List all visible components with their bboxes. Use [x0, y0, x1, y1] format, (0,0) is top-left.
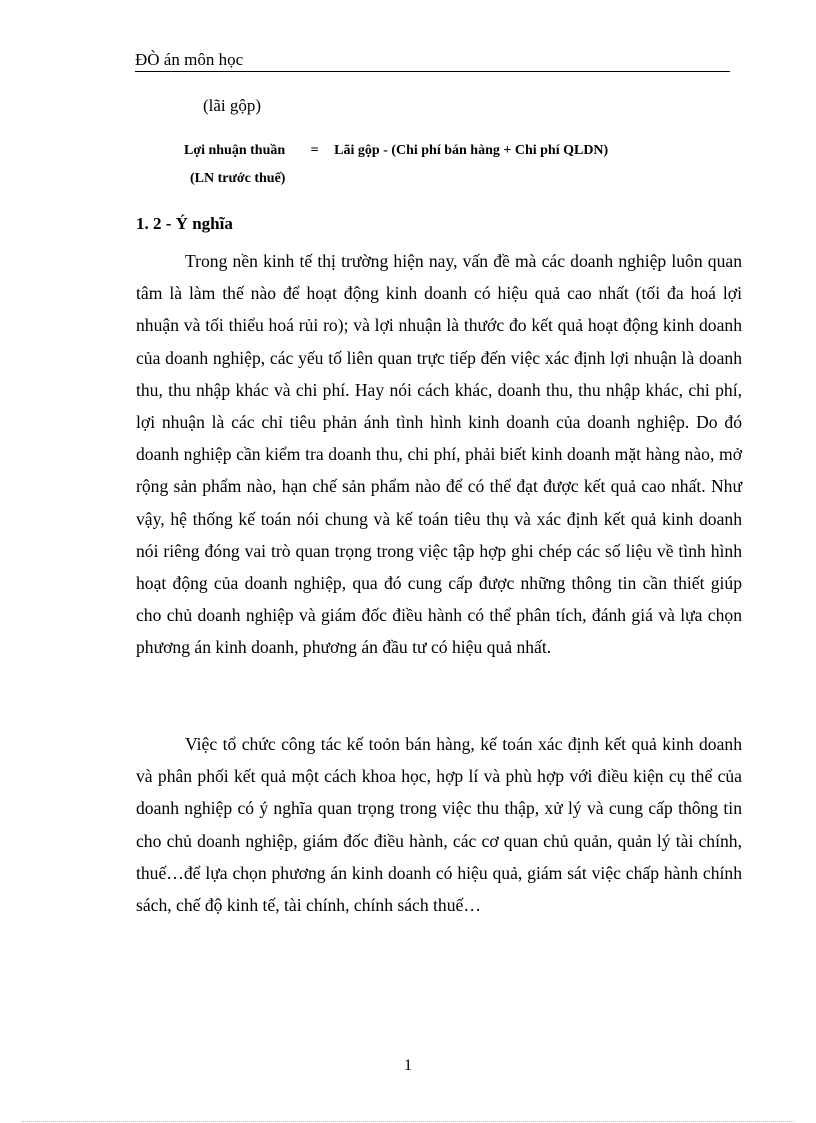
formula-subtitle: (LN trước thuế): [190, 171, 286, 186]
paragraph-2: Việc tổ chức công tác kế toỏn bán hàng, kế toán xác định kết quả kinh doanh và phân phối kết quả một cách khoa học, hợp lí và phù hợp với điều kiện cụ thể của doanh nghiệp có ý nghĩa quan trọng trong việc thu thập, xử lý và cung cấp thông tin cho chủ doanh nghiệp, giám đốc điều hành, các cơ quan chủ quản, quản lý tài chính, thuế…để lựa chọn phương án kinh doanh có hiệu quả, giám sát việc chấp hành chính sách, chế độ kinh tế, tài chính, chính sách thuế…: [136, 734, 742, 916]
paragraph-1: Trong nền kinh tế thị trường hiện nay, vấn đề mà các doanh nghiệp luôn quan tâm là làm thế nào để hoạt động kinh doanh có hiệu quả cao nhất (tối đa hoá lợi nhuận và tối thiểu hoá rủi ro); và lợi nhuận là thước đo kết quả hoạt động kinh doanh của doanh nghiệp, các yếu tố liên quan trực tiếp đến việc xác định lợi nhuận là doanh thu, thu nhập khác và chi phí. Hay nói cách khác, doanh thu, thu nhập khác, chi phí, lợi nhuận là các chỉ tiêu phản ánh tình hình kinh doanh của doanh nghiệp. Do đó doanh nghiệp cần kiểm tra doanh thu, chi phí, phải biết kinh doanh mặt hàng nào, mở rộng sản phẩm nào, hạn chế sản phẩm nào để có thể đạt được kết quả cao nhất. Như vậy, hệ thống kế toán nói chung và kế toán tiêu thụ và xác định kết quả kinh doanh nói riêng đóng vai trò quan trọng trong việc tập hợp ghi chép các số liệu về tình hình hoạt động của doanh nghiệp, qua đó cung cấp được những thông tin cần thiết giúp cho chủ doanh nghiệp và giám đốc điều hành có thể phân tích, đánh giá và lựa chọn phương án kinh doanh, phương án đầu tư có hiệu quả nhất.: [136, 251, 742, 658]
page-bottom-divider: [22, 1121, 794, 1122]
lai-gop-note: (lãi gộp): [203, 96, 262, 115]
formula-equals: =: [310, 143, 319, 158]
section-heading: 1. 2 - Ý nghĩa: [136, 214, 233, 233]
page-number: 1: [404, 1057, 412, 1074]
document-header: ĐÒ án môn học: [135, 49, 730, 72]
formula-line: [184, 143, 608, 159]
formula-lhs: Lợi nhuận thuần: [184, 143, 286, 158]
formula-rhs: Lãi gộp - (Chi phí bán hàng + Chi phí QLDN): [334, 143, 609, 158]
